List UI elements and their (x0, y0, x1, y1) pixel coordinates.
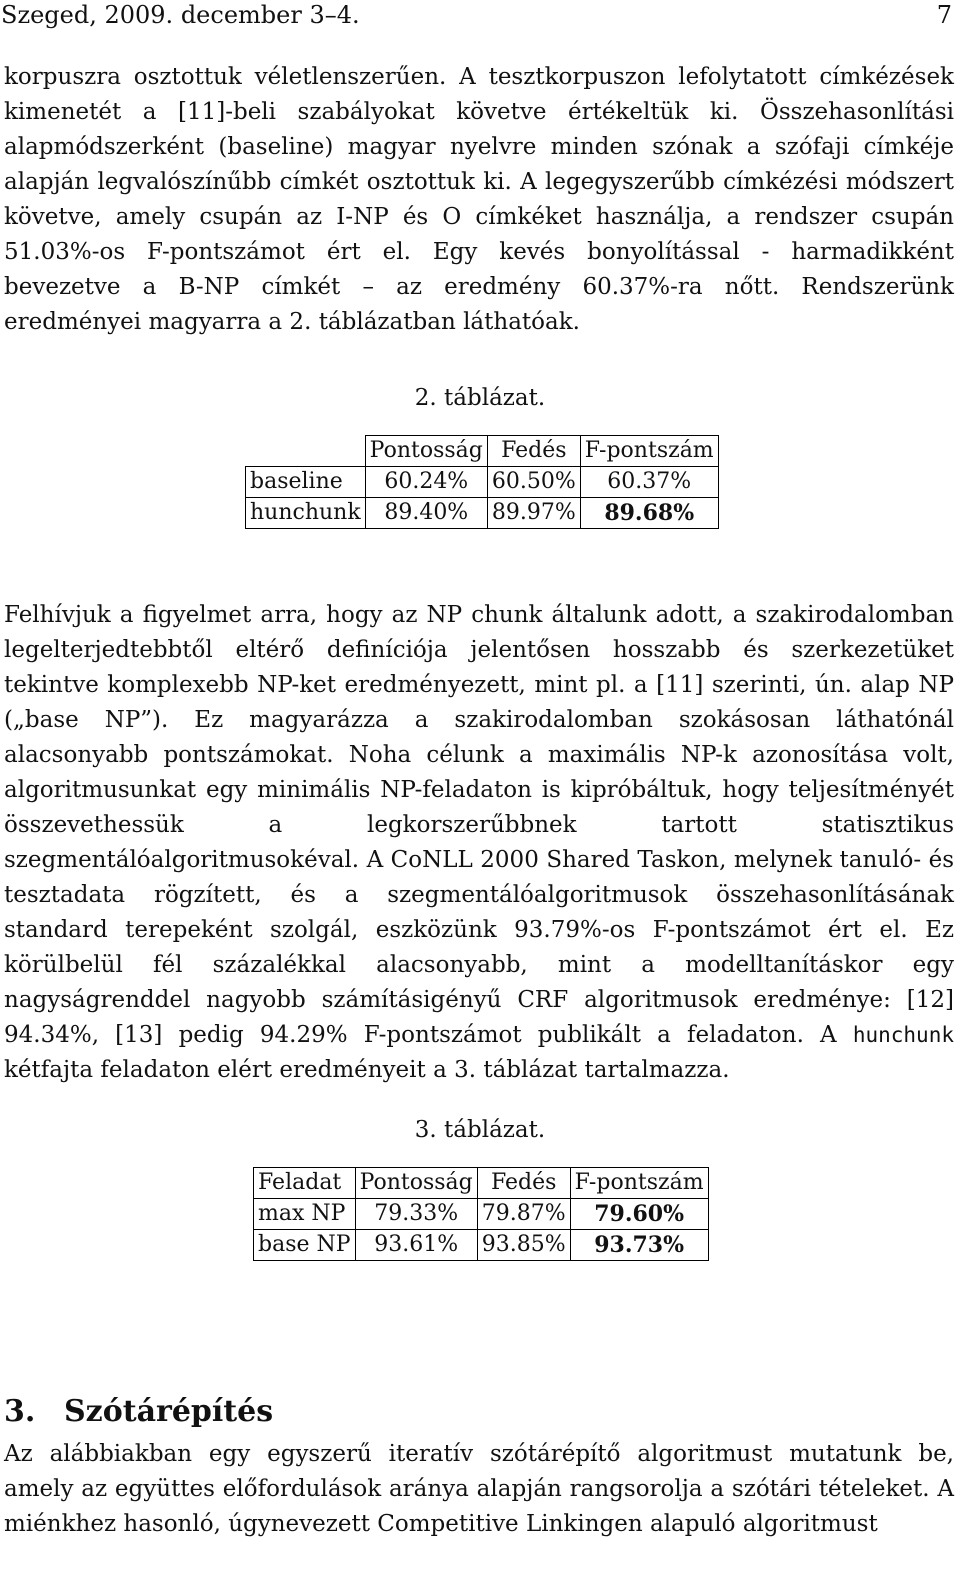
column-header: Pontosság (355, 1168, 477, 1199)
table-cell: 89.97% (487, 498, 580, 529)
tool-name-code: hunchunk (852, 1023, 954, 1047)
running-header (0, 0, 958, 30)
table-cell-best: 93.73% (570, 1230, 708, 1261)
column-header: Fedés (477, 1168, 570, 1199)
header-venue-date: Szeged, 2009. december 3–4. (1, 1, 360, 29)
table-corner-cell (246, 436, 366, 467)
table-2-caption: 2. táblázat. (414, 385, 546, 411)
table-cell: 60.50% (487, 467, 580, 498)
table-row (254, 1199, 709, 1230)
table-header-row (254, 1168, 709, 1199)
section-number: 3. (4, 1394, 36, 1429)
table-row (246, 498, 719, 529)
paragraph-text: kétfajta feladaton elért eredményeit a 3. táblázat tartalmazza. (4, 1057, 730, 1083)
table-row (254, 1230, 709, 1261)
row-label: baseline (246, 467, 366, 498)
paragraph-discussion (4, 598, 954, 1088)
table-cell: 60.37% (580, 467, 718, 498)
table-3 (253, 1167, 709, 1261)
table-2 (245, 435, 719, 529)
paragraph-text: Felhívjuk a figyelmet arra, hogy az NP chunk általunk adott, a szakirodalomban legelterjedtebbtől eltérő definíciója jelentősen hosszabb és szerkezetüket tekintve komplexebb NP-ket eredményezett, mint pl. a [11] szerinti, ún. alap NP („base NP”). Ez magyarázza a szakirodalomban szokásosan láthatónál alacsonyabb pontszámokat. Noha célunk a maximális NP-k azonosítása volt, algoritmusunkat egy minimális NP-feladaton is kipróbáltuk, hogy teljesítményét összevethessük a legkorszerűbbnek tartott statisztikus szegmentálóalgoritmusokéval. A CoNLL 2000 Shared Taskon, melynek tanuló- és tesztadata rögzített, és a szegmentálóalgoritmusok összehasonlításának standard terepeként szolgál, eszközünk 93.79%-os F-pontszámot ért el. Ez körülbelül fél százalékkal alacsonyabb, mint a modelltanításkor egy nagyságrenddel nagyobb számításigényű CRF algoritmusok eredménye: [12] 94.34%, [13] pedig 94.29% F-pontszámot publikált a feladaton. A (4, 602, 954, 1048)
table-cell: 93.85% (477, 1230, 570, 1261)
column-header: Feladat (254, 1168, 356, 1199)
table-cell: 60.24% (365, 467, 487, 498)
table-row (246, 467, 719, 498)
table-cell: 89.40% (365, 498, 487, 529)
row-label: hunchunk (246, 498, 366, 529)
column-header: F-pontszám (570, 1168, 708, 1199)
paragraph-intro: korpuszra osztottuk véletlenszerűen. A tesztkorpuszon lefolytatott címkézések kimenetét a [11]-beli szabályokat követve értékeltük ki. Összehasonlítási alapmódszerként (baseline) magyar nyelvre minden szónak a szófaji címkéje alapján legvalószínűbb címkét osztottuk ki. A legegyszerűbb címkézési módszert követve, amely csupán az I-NP és O címkéket használja, a rendszer csupán 51.03%-os F-pontszámot ért el. Egy kevés bonyolítással - harmadikként bevezetve a B-NP címkét – az eredmény 60.37%-ra nőtt. Rendszerünk eredményei magyarra a 2. táblázatban láthatóak. (4, 64, 954, 335)
page-number: 7 (936, 1, 952, 29)
column-header: Fedés (487, 436, 580, 467)
table-cell: 79.87% (477, 1199, 570, 1230)
table-3-caption: 3. táblázat. (414, 1117, 546, 1143)
table-cell-best: 79.60% (570, 1199, 708, 1230)
table-cell: 79.33% (355, 1199, 477, 1230)
paragraph-section-intro: Az alábbiakban egy egyszerű iteratív szótárépítő algoritmust mutatunk be, amely az együttes előfordulások aránya alapján rangsorolja a szótári tételeket. A miénkhez hasonló, úgynevezett Competitive Linkingen alapuló algoritmust (4, 1441, 954, 1537)
section-heading (4, 1392, 273, 1432)
table-cell-best: 89.68% (580, 498, 718, 529)
row-label: base NP (254, 1230, 356, 1261)
table-header-row (246, 436, 719, 467)
table-cell: 93.61% (355, 1230, 477, 1261)
column-header: F-pontszám (580, 436, 718, 467)
column-header: Pontosság (365, 436, 487, 467)
row-label: max NP (254, 1199, 356, 1230)
section-title: Szótárépítés (64, 1394, 274, 1429)
